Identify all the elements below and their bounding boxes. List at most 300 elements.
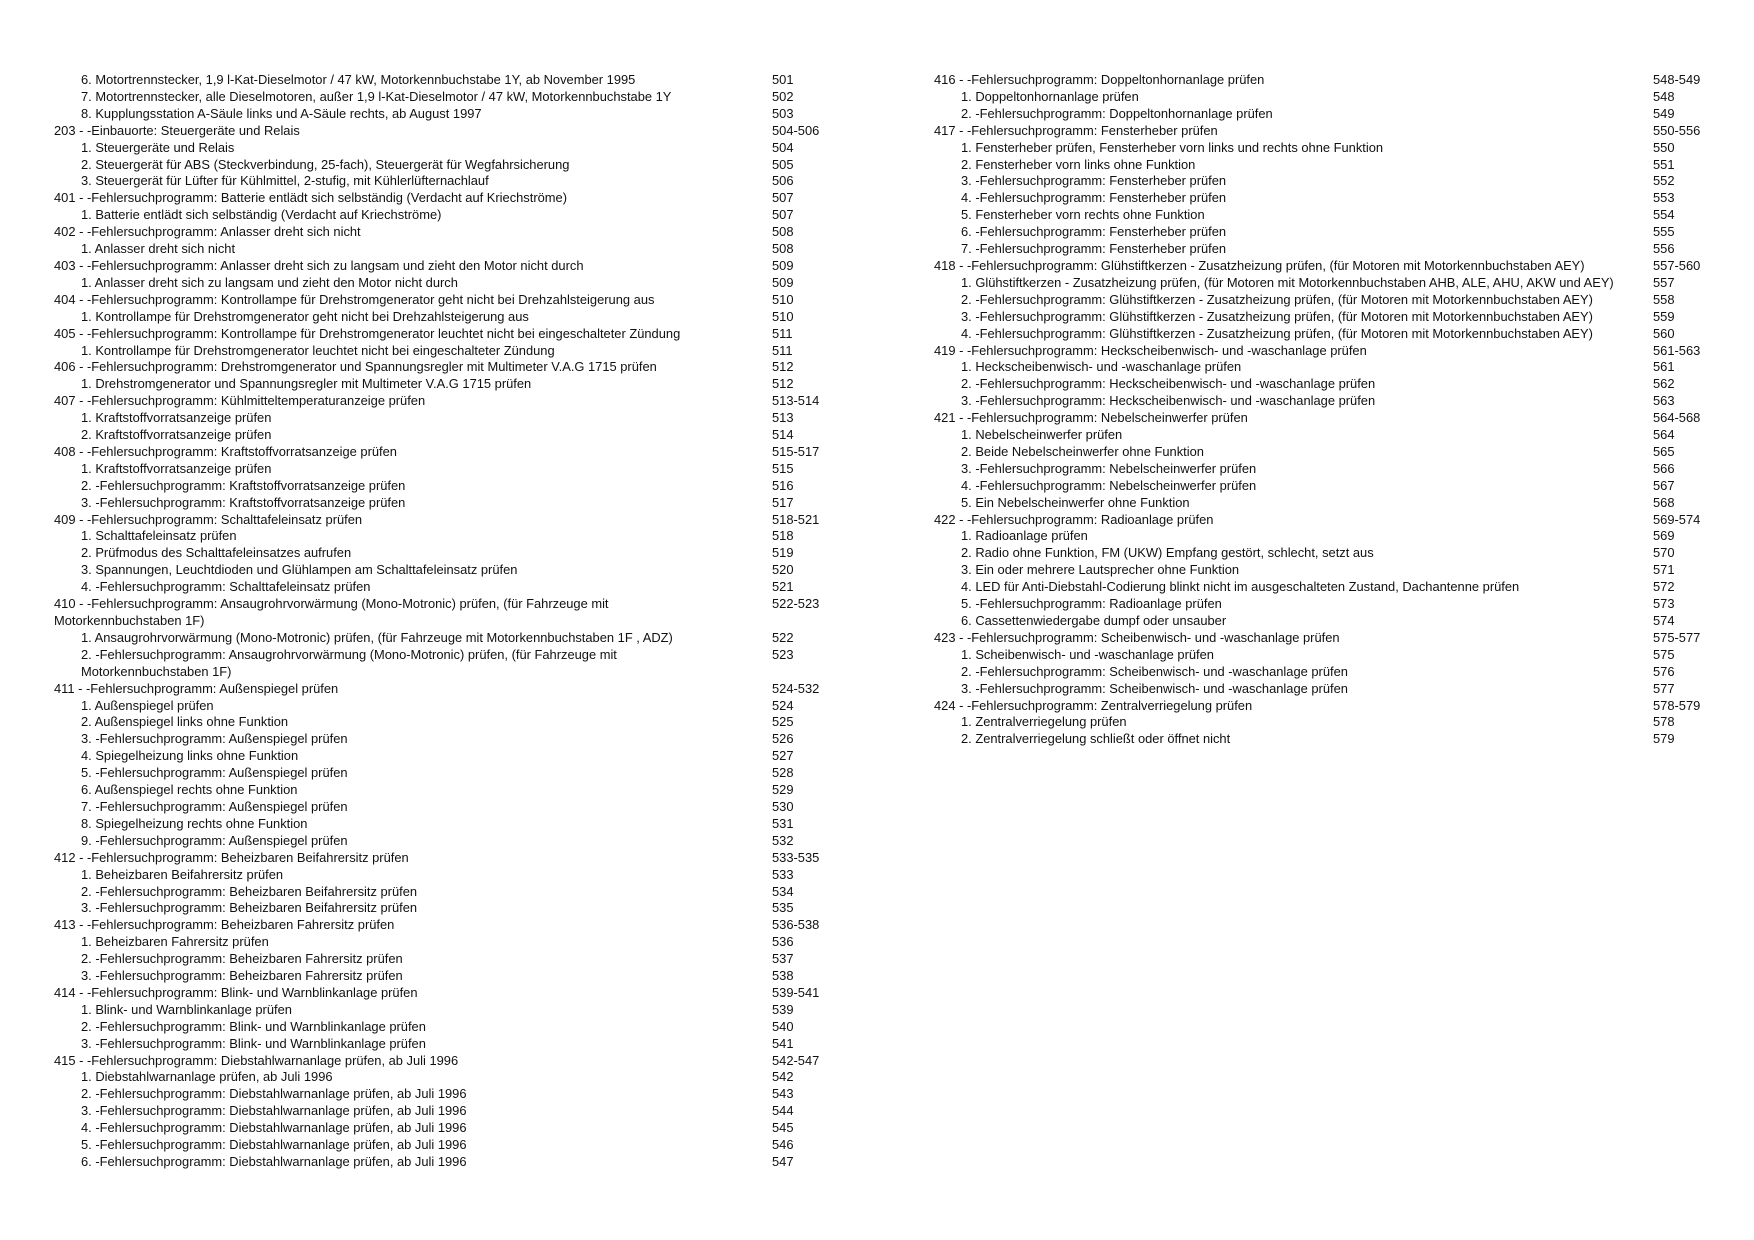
toc-section-entry	[54, 326, 884, 343]
entry-title: 1. Schalttafeleinsatz prüfen	[81, 528, 237, 544]
toc-subentry	[934, 427, 1714, 444]
entry-page-number: 532	[772, 832, 794, 848]
entry-title: 1. Drehstromgenerator und Spannungsregler mit Multimeter V.A.G 1715 prüfen	[81, 376, 532, 392]
entry-page-number: 548-549	[1653, 72, 1701, 87]
entry-page-number: 571	[1653, 562, 1675, 578]
entry-page-number: 529	[772, 782, 794, 798]
toc-subentry	[54, 545, 884, 562]
entry-page-number: 579	[1653, 731, 1675, 747]
entry-page-number: 565	[1653, 443, 1675, 459]
toc-subentry	[934, 681, 1714, 698]
toc-subentry	[54, 275, 884, 292]
entry-page-number: 539	[772, 1001, 794, 1017]
toc-subentry	[934, 207, 1714, 224]
entry-title: 1. Diebstahlwarnanlage prüfen, ab Juli 1996	[81, 1069, 333, 1085]
toc-subentry	[934, 359, 1714, 376]
entry-page-number: 548	[1653, 88, 1675, 104]
entry-title: 1. Nebelscheinwerfer prüfen	[961, 427, 1123, 443]
entry-title: 1. Blink- und Warnblinkanlage prüfen	[81, 1001, 292, 1017]
toc-section-entry	[54, 359, 884, 376]
entry-title: 406 - -Fehlersuchprogramm: Drehstromgenerator und Spannungsregler mit Multimeter V.A.G 1715 prüfen	[54, 359, 657, 375]
entry-title: 6. -Fehlersuchprogramm: Diebstahlwarnanlage prüfen, ab Juli 1996	[81, 1154, 467, 1169]
entry-title: 401 - -Fehlersuchprogramm: Batterie entlädt sich selbständig (Verdacht auf Kriechströme)	[54, 190, 568, 206]
entry-title: 402 - -Fehlersuchprogramm: Anlasser dreht sich nicht	[54, 224, 361, 240]
toc-subentry	[934, 106, 1714, 123]
toc-section-entry	[934, 72, 1714, 89]
toc-subentry	[54, 630, 884, 647]
entry-page-number: 536	[772, 934, 794, 950]
entry-title: 414 - -Fehlersuchprogramm: Blink- und Warnblinkanlage prüfen	[54, 984, 418, 1000]
entry-title: 4. LED für Anti-Diebstahl-Codierung blinkt nicht im ausgeschalteten Zustand, Dachantenne prüfen	[961, 579, 1520, 595]
entry-page-number: 569	[1653, 528, 1675, 544]
toc-subentry	[54, 647, 884, 681]
toc-subentry	[54, 376, 884, 393]
entry-page-number: 511	[772, 342, 793, 358]
entry-page-number: 537	[772, 951, 794, 967]
toc-section-entry	[54, 512, 884, 529]
entry-page-number: 541	[772, 1035, 794, 1051]
toc-subentry	[934, 140, 1714, 157]
toc-subentry	[54, 309, 884, 326]
toc-subentry	[54, 157, 884, 174]
entry-title: 2. -Fehlersuchprogramm: Beheizbaren Beifahrersitz prüfen	[81, 883, 418, 899]
toc-section-entry	[54, 1053, 884, 1070]
entry-title: 3. -Fehlersuchprogramm: Glühstiftkerzen - Zusatzheizung prüfen, (für Motoren mit Motorkennbuchstaben AEY)	[961, 308, 1593, 324]
toc-subentry	[934, 664, 1714, 681]
entry-page-number: 519	[772, 545, 794, 561]
entry-title: 5. -Fehlersuchprogramm: Außenspiegel prüfen	[81, 765, 348, 781]
entry-page-number: 502	[772, 88, 794, 104]
toc-section-entry	[54, 850, 884, 867]
toc-section-entry	[934, 512, 1714, 529]
toc-column-left	[54, 72, 884, 1171]
entry-title: 8. Spiegelheizung rechts ohne Funktion	[81, 815, 308, 831]
entry-page-number: 576	[1653, 663, 1675, 679]
entry-title: 1. Anlasser dreht sich zu langsam und zieht den Motor nicht durch	[81, 274, 458, 290]
toc-subentry	[54, 782, 884, 799]
entry-title: 2. Außenspiegel links ohne Funktion	[81, 714, 289, 730]
entry-page-number: 566	[1653, 460, 1675, 476]
entry-page-number: 530	[772, 798, 794, 814]
entry-page-number: 510	[772, 308, 794, 324]
toc-section-entry	[54, 190, 884, 207]
entry-title: 5. -Fehlersuchprogramm: Radioanlage prüfen	[961, 596, 1222, 612]
toc-subentry	[934, 173, 1714, 190]
entry-title: 413 - -Fehlersuchprogramm: Beheizbaren Fahrersitz prüfen	[54, 917, 395, 933]
entry-title: 1. Batterie entlädt sich selbständig (Verdacht auf Kriechströme)	[81, 207, 442, 223]
entry-page-number: 509	[772, 274, 794, 290]
entry-page-number: 550-556	[1653, 122, 1701, 138]
entry-page-number: 521	[772, 579, 794, 595]
entry-page-number: 556	[1653, 241, 1675, 257]
toc-subentry	[54, 1103, 884, 1120]
toc-subentry	[54, 731, 884, 748]
entry-title: 2. Fensterheber vorn links ohne Funktion	[961, 156, 1196, 172]
toc-section-entry	[934, 698, 1714, 715]
entry-page-number: 573	[1653, 596, 1675, 612]
entry-page-number: 538	[772, 968, 794, 984]
entry-page-number: 512	[772, 376, 794, 392]
entry-title: 2. -Fehlersuchprogramm: Ansaugrohrvorwärmung (Mono-Motronic) prüfen, (für Fahrzeuge mit Motorkennbuchstaben 1F)	[81, 646, 617, 679]
entry-page-number: 572	[1653, 579, 1675, 595]
entry-page-number: 564-568	[1653, 410, 1701, 426]
entry-title: 1. Scheibenwisch- und -waschanlage prüfen	[961, 646, 1214, 662]
toc-section-entry	[934, 630, 1714, 647]
entry-page-number: 504-506	[772, 122, 820, 138]
entry-page-number: 559	[1653, 308, 1675, 324]
entry-page-number: 551	[1653, 156, 1675, 172]
entry-page-number: 578-579	[1653, 697, 1701, 713]
entry-page-number: 577	[1653, 680, 1675, 696]
entry-title: 2. Zentralverriegelung schließt oder öffnet nicht	[961, 731, 1231, 747]
toc-subentry	[54, 478, 884, 495]
toc-subentry	[54, 833, 884, 850]
entry-title: 403 - -Fehlersuchprogramm: Anlasser dreht sich zu langsam und zieht den Motor nicht durch	[54, 257, 584, 273]
entry-page-number: 560	[1653, 325, 1675, 341]
entry-page-number: 575	[1653, 646, 1675, 662]
entry-title: 3. Ein oder mehrere Lautsprecher ohne Funktion	[961, 562, 1240, 578]
toc-subentry	[54, 765, 884, 782]
entry-title: 411 - -Fehlersuchprogramm: Außenspiegel prüfen	[54, 680, 339, 696]
toc-subentry	[54, 1120, 884, 1137]
entry-title: 1. Zentralverriegelung prüfen	[961, 714, 1127, 730]
toc-subentry	[934, 545, 1714, 562]
entry-title: 1. Kontrollampe für Drehstromgenerator leuchtet nicht bei eingeschalteter Zündung	[81, 342, 555, 358]
entry-title: 2. -Fehlersuchprogramm: Scheibenwisch- und -waschanlage prüfen	[961, 663, 1348, 679]
entry-title: 9. -Fehlersuchprogramm: Außenspiegel prüfen	[81, 832, 348, 848]
entry-page-number: 528	[772, 765, 794, 781]
entry-page-number: 575-577	[1653, 629, 1701, 645]
entry-page-number: 567	[1653, 477, 1675, 493]
entry-page-number: 524	[772, 697, 794, 713]
entry-page-number: 522	[772, 629, 794, 645]
entry-page-number: 552	[1653, 173, 1675, 189]
entry-page-number: 557	[1653, 274, 1675, 290]
toc-subentry	[54, 528, 884, 545]
entry-title: 7. Motortrennstecker, alle Dieselmotoren, außer 1,9 l-Kat-Dieselmotor / 47 kW, Motorkennbuchstabe 1Y	[81, 88, 672, 104]
entry-page-number: 550	[1653, 139, 1675, 155]
entry-title: 4. -Fehlersuchprogramm: Nebelscheinwerfer prüfen	[961, 477, 1257, 493]
entry-page-number: 549	[1653, 105, 1675, 121]
entry-title: 412 - -Fehlersuchprogramm: Beheizbaren Beifahrersitz prüfen	[54, 849, 409, 865]
toc-subentry	[54, 816, 884, 833]
entry-title: 5. -Fehlersuchprogramm: Diebstahlwarnanlage prüfen, ab Juli 1996	[81, 1137, 467, 1153]
toc-subentry	[934, 292, 1714, 309]
entry-title: 424 - -Fehlersuchprogramm: Zentralverriegelung prüfen	[934, 697, 1253, 713]
entry-title: 417 - -Fehlersuchprogramm: Fensterheber prüfen	[934, 122, 1218, 138]
entry-title: 1. Außenspiegel prüfen	[81, 697, 214, 713]
toc-subentry	[54, 1086, 884, 1103]
entry-title: 3. -Fehlersuchprogramm: Nebelscheinwerfer prüfen	[961, 460, 1257, 476]
entry-title: 3. -Fehlersuchprogramm: Blink- und Warnblinkanlage prüfen	[81, 1035, 426, 1051]
toc-section-entry	[54, 123, 884, 140]
toc-subentry	[934, 528, 1714, 545]
entry-page-number: 544	[772, 1103, 794, 1119]
entry-page-number: 520	[772, 562, 794, 578]
toc-subentry	[54, 140, 884, 157]
entry-page-number: 522-523	[772, 596, 820, 612]
entry-page-number: 536-538	[772, 917, 820, 933]
toc-column-right	[934, 72, 1714, 748]
entry-page-number: 543	[772, 1086, 794, 1102]
entry-page-number: 533	[772, 866, 794, 882]
entry-page-number: 504	[772, 139, 794, 155]
entry-page-number: 515-517	[772, 443, 820, 459]
toc-subentry	[934, 326, 1714, 343]
entry-title: 1. Kraftstoffvorratsanzeige prüfen	[81, 410, 272, 426]
entry-title: 407 - -Fehlersuchprogramm: Kühlmitteltemperaturanzeige prüfen	[54, 393, 426, 409]
entry-title: 7. -Fehlersuchprogramm: Fensterheber prüfen	[961, 241, 1227, 257]
toc-subentry	[934, 731, 1714, 748]
entry-title: 203 - -Einbauorte: Steuergeräte und Relais	[54, 122, 300, 138]
entry-page-number: 518	[772, 528, 794, 544]
entry-title: 1. Beheizbaren Beifahrersitz prüfen	[81, 866, 284, 882]
entry-title: 4. Spiegelheizung links ohne Funktion	[81, 748, 299, 764]
entry-title: 3. -Fehlersuchprogramm: Beheizbaren Fahrersitz prüfen	[81, 968, 403, 984]
entry-title: 5. Ein Nebelscheinwerfer ohne Funktion	[961, 494, 1190, 510]
entry-page-number: 553	[1653, 190, 1675, 206]
toc-subentry	[934, 190, 1714, 207]
entry-title: 1. Steuergeräte und Relais	[81, 139, 235, 155]
entry-title: 419 - -Fehlersuchprogramm: Heckscheibenwisch- und -waschanlage prüfen	[934, 342, 1367, 358]
entry-title: 2. Radio ohne Funktion, FM (UKW) Empfang gestört, schlecht, setzt aus	[961, 545, 1374, 561]
toc-section-entry	[934, 410, 1714, 427]
entry-title: 6. Cassettenwiedergabe dumpf oder unsauber	[961, 613, 1227, 628]
entry-title: 4. -Fehlersuchprogramm: Schalttafeleinsatz prüfen	[81, 579, 371, 595]
entry-title: 3. Steuergerät für Lüfter für Kühlmittel, 2-stufig, mit Kühlerlüfternachlauf	[81, 173, 489, 189]
entry-page-number: 501	[772, 72, 794, 87]
toc-subentry	[54, 884, 884, 901]
entry-title: 404 - -Fehlersuchprogramm: Kontrollampe für Drehstromgenerator geht nicht bei Drehzahlsteigerung aus	[54, 291, 655, 307]
entry-title: 2. Kraftstoffvorratsanzeige prüfen	[81, 427, 272, 443]
entry-title: 2. Steuergerät für ABS (Steckverbindung, 25-fach), Steuergerät für Wegfahrsicherung	[81, 156, 570, 172]
entry-page-number: 557-560	[1653, 257, 1701, 273]
toc-section-entry	[54, 258, 884, 275]
toc-subentry	[934, 562, 1714, 579]
toc-subentry	[54, 934, 884, 951]
entry-title: 4. -Fehlersuchprogramm: Diebstahlwarnanlage prüfen, ab Juli 1996	[81, 1120, 467, 1136]
entry-page-number: 558	[1653, 291, 1675, 307]
entry-title: 409 - -Fehlersuchprogramm: Schalttafeleinsatz prüfen	[54, 511, 363, 527]
entry-page-number: 512	[772, 359, 794, 375]
entry-page-number: 523	[772, 646, 794, 662]
entry-page-number: 568	[1653, 494, 1675, 510]
entry-page-number: 531	[772, 815, 794, 831]
entry-page-number: 510	[772, 291, 794, 307]
toc-subentry	[934, 224, 1714, 241]
toc-subentry	[934, 478, 1714, 495]
entry-page-number: 524-532	[772, 680, 820, 696]
entry-title: 1. Fensterheber prüfen, Fensterheber vorn links und rechts ohne Funktion	[961, 139, 1384, 155]
toc-subentry	[54, 495, 884, 512]
entry-title: 418 - -Fehlersuchprogramm: Glühstiftkerzen - Zusatzheizung prüfen, (für Motoren mit Motorkennbuchstaben AEY)	[934, 257, 1585, 273]
entry-title: 3. Spannungen, Leuchtdioden und Glühlampen am Schalttafeleinsatz prüfen	[81, 562, 518, 578]
toc-subentry	[54, 173, 884, 190]
toc-subentry	[54, 72, 884, 89]
toc-section-entry	[54, 292, 884, 309]
toc-subentry	[54, 714, 884, 731]
toc-subentry	[934, 89, 1714, 106]
toc-section-entry	[54, 596, 884, 630]
entry-title: 3. -Fehlersuchprogramm: Scheibenwisch- und -waschanlage prüfen	[961, 680, 1348, 696]
toc-subentry	[934, 495, 1714, 512]
entry-page-number: 542-547	[772, 1052, 820, 1068]
toc-subentry	[54, 410, 884, 427]
toc-section-entry	[54, 393, 884, 410]
toc-subentry	[54, 461, 884, 478]
toc-section-entry	[54, 681, 884, 698]
entry-title: 1. Ansaugrohrvorwärmung (Mono-Motronic) prüfen, (für Fahrzeuge mit Motorkennbuchstaben 1F , ADZ)	[81, 629, 673, 645]
toc-section-entry	[934, 343, 1714, 360]
entry-page-number: 514	[772, 427, 794, 443]
entry-page-number: 561	[1653, 359, 1675, 375]
entry-title: 415 - -Fehlersuchprogramm: Diebstahlwarnanlage prüfen, ab Juli 1996	[54, 1052, 459, 1068]
entry-page-number: 517	[772, 494, 794, 510]
entry-page-number: 564	[1653, 427, 1675, 443]
entry-title: 2. -Fehlersuchprogramm: Blink- und Warnblinkanlage prüfen	[81, 1018, 426, 1034]
entry-title: 1. Heckscheibenwisch- und -waschanlage prüfen	[961, 359, 1242, 375]
entry-page-number: 539-541	[772, 984, 820, 1000]
toc-section-entry	[54, 444, 884, 461]
entry-title: 2. Beide Nebelscheinwerfer ohne Funktion	[961, 443, 1204, 459]
entry-page-number: 578	[1653, 714, 1675, 730]
toc-section-entry	[934, 258, 1714, 275]
entry-page-number: 526	[772, 731, 794, 747]
entry-title: 405 - -Fehlersuchprogramm: Kontrollampe für Drehstromgenerator leuchtet nicht bei eingeschalteter Zündung	[54, 325, 681, 341]
entry-page-number: 513-514	[772, 393, 820, 409]
toc-subentry	[54, 1002, 884, 1019]
entry-page-number: 525	[772, 714, 794, 730]
entry-page-number: 511	[772, 325, 793, 341]
toc-subentry	[54, 207, 884, 224]
entry-page-number: 540	[772, 1018, 794, 1034]
toc-subentry	[934, 579, 1714, 596]
entry-title: 2. -Fehlersuchprogramm: Doppeltonhornanlage prüfen	[961, 105, 1273, 121]
entry-title: 1. Anlasser dreht sich nicht	[81, 241, 236, 257]
entry-page-number: 535	[772, 900, 794, 916]
toc-subentry	[934, 444, 1714, 461]
entry-page-number: 574	[1653, 613, 1675, 628]
entry-title: 421 - -Fehlersuchprogramm: Nebelscheinwerfer prüfen	[934, 410, 1248, 426]
toc-subentry	[54, 900, 884, 917]
toc-subentry	[54, 968, 884, 985]
toc-subentry	[934, 157, 1714, 174]
toc-subentry	[54, 241, 884, 258]
entry-page-number: 533-535	[772, 849, 820, 865]
toc-subentry	[54, 427, 884, 444]
entry-title: 2. -Fehlersuchprogramm: Kraftstoffvorratsanzeige prüfen	[81, 477, 406, 493]
entry-page-number: 554	[1653, 207, 1675, 223]
toc-subentry	[54, 106, 884, 123]
entry-page-number: 527	[772, 748, 794, 764]
toc-subentry	[934, 613, 1714, 630]
entry-title: 3. -Fehlersuchprogramm: Heckscheibenwisch- und -waschanlage prüfen	[961, 393, 1376, 409]
entry-title: 6. Außenspiegel rechts ohne Funktion	[81, 782, 298, 798]
toc-section-entry	[54, 224, 884, 241]
entry-page-number: 561-563	[1653, 342, 1701, 358]
entry-page-number: 546	[772, 1137, 794, 1153]
entry-page-number: 570	[1653, 545, 1675, 561]
toc-subentry	[54, 1036, 884, 1053]
toc-subentry	[54, 1154, 884, 1171]
toc-subentry	[54, 748, 884, 765]
entry-title: 410 - -Fehlersuchprogramm: Ansaugrohrvorwärmung (Mono-Motronic) prüfen, (für Fahrzeuge mit Motorkennbuchstaben 1F)	[54, 596, 609, 628]
entry-title: 4. -Fehlersuchprogramm: Fensterheber prüfen	[961, 190, 1227, 206]
toc-subentry	[934, 275, 1714, 292]
toc-subentry	[934, 241, 1714, 258]
entry-title: 416 - -Fehlersuchprogramm: Doppeltonhornanlage prüfen	[934, 72, 1265, 87]
toc-subentry	[934, 461, 1714, 478]
entry-title: 6. Motortrennstecker, 1,9 l-Kat-Dieselmotor / 47 kW, Motorkennbuchstabe 1Y, ab November 1995	[81, 72, 636, 87]
entry-page-number: 515	[772, 460, 794, 476]
entry-title: 1. Glühstiftkerzen - Zusatzheizung prüfen, (für Motoren mit Motorkennbuchstaben AHB, ALE, AHU, AKW und AEY)	[961, 274, 1614, 290]
entry-page-number: 507	[772, 190, 794, 206]
toc-section-entry	[54, 985, 884, 1002]
entry-page-number: 508	[772, 224, 794, 240]
entry-title: 2. -Fehlersuchprogramm: Glühstiftkerzen - Zusatzheizung prüfen, (für Motoren mit Motorkennbuchstaben AEY)	[961, 291, 1593, 307]
entry-title: 8. Kupplungsstation A-Säule links und A-Säule rechts, ab August 1997	[81, 105, 482, 121]
entry-title: 1. Doppeltonhornanlage prüfen	[961, 88, 1139, 104]
entry-title: 3. -Fehlersuchprogramm: Außenspiegel prüfen	[81, 731, 348, 747]
entry-title: 6. -Fehlersuchprogramm: Fensterheber prüfen	[961, 224, 1227, 240]
toc-subentry	[934, 647, 1714, 664]
toc-subentry	[54, 579, 884, 596]
entry-title: 422 - -Fehlersuchprogramm: Radioanlage prüfen	[934, 511, 1214, 527]
toc-subentry	[934, 309, 1714, 326]
entry-title: 2. Prüfmodus des Schalttafeleinsatzes aufrufen	[81, 545, 352, 561]
entry-title: 1. Kontrollampe für Drehstromgenerator geht nicht bei Drehzahlsteigerung aus	[81, 308, 529, 324]
toc-subentry	[934, 714, 1714, 731]
toc-subentry	[54, 1019, 884, 1036]
toc-section-entry	[54, 917, 884, 934]
entry-title: 3. -Fehlersuchprogramm: Fensterheber prüfen	[961, 173, 1227, 189]
entry-title: 1. Radioanlage prüfen	[961, 528, 1088, 544]
entry-title: 2. -Fehlersuchprogramm: Diebstahlwarnanlage prüfen, ab Juli 1996	[81, 1086, 467, 1102]
entry-title: 4. -Fehlersuchprogramm: Glühstiftkerzen - Zusatzheizung prüfen, (für Motoren mit Motorkennbuchstaben AEY)	[961, 325, 1593, 341]
entry-page-number: 547	[772, 1154, 794, 1169]
entry-title: 2. -Fehlersuchprogramm: Beheizbaren Fahrersitz prüfen	[81, 951, 403, 967]
toc-section-entry	[934, 123, 1714, 140]
entry-page-number: 506	[772, 173, 794, 189]
entry-page-number: 503	[772, 105, 794, 121]
entry-title: 1. Beheizbaren Fahrersitz prüfen	[81, 934, 269, 950]
entry-page-number: 569-574	[1653, 511, 1701, 527]
entry-title: 423 - -Fehlersuchprogramm: Scheibenwisch- und -waschanlage prüfen	[934, 629, 1340, 645]
toc-subentry	[54, 343, 884, 360]
toc-subentry	[54, 867, 884, 884]
entry-title: 2. -Fehlersuchprogramm: Heckscheibenwisch- und -waschanlage prüfen	[961, 376, 1376, 392]
entry-title: 3. -Fehlersuchprogramm: Kraftstoffvorratsanzeige prüfen	[81, 494, 406, 510]
entry-page-number: 509	[772, 257, 794, 273]
toc-subentry	[934, 393, 1714, 410]
entry-page-number: 507	[772, 207, 794, 223]
entry-page-number: 513	[772, 410, 794, 426]
entry-page-number: 534	[772, 883, 794, 899]
toc-subentry	[54, 951, 884, 968]
entry-page-number: 563	[1653, 393, 1675, 409]
toc-subentry	[54, 562, 884, 579]
toc-subentry	[54, 698, 884, 715]
toc-subentry	[934, 376, 1714, 393]
entry-title: 1. Kraftstoffvorratsanzeige prüfen	[81, 460, 272, 476]
toc-subentry	[54, 1137, 884, 1154]
entry-page-number: 518-521	[772, 511, 820, 527]
toc-subentry	[54, 799, 884, 816]
toc-subentry	[934, 596, 1714, 613]
entry-page-number: 505	[772, 156, 794, 172]
entry-title: 5. Fensterheber vorn rechts ohne Funktion	[961, 207, 1205, 223]
entry-title: 3. -Fehlersuchprogramm: Diebstahlwarnanlage prüfen, ab Juli 1996	[81, 1103, 467, 1119]
